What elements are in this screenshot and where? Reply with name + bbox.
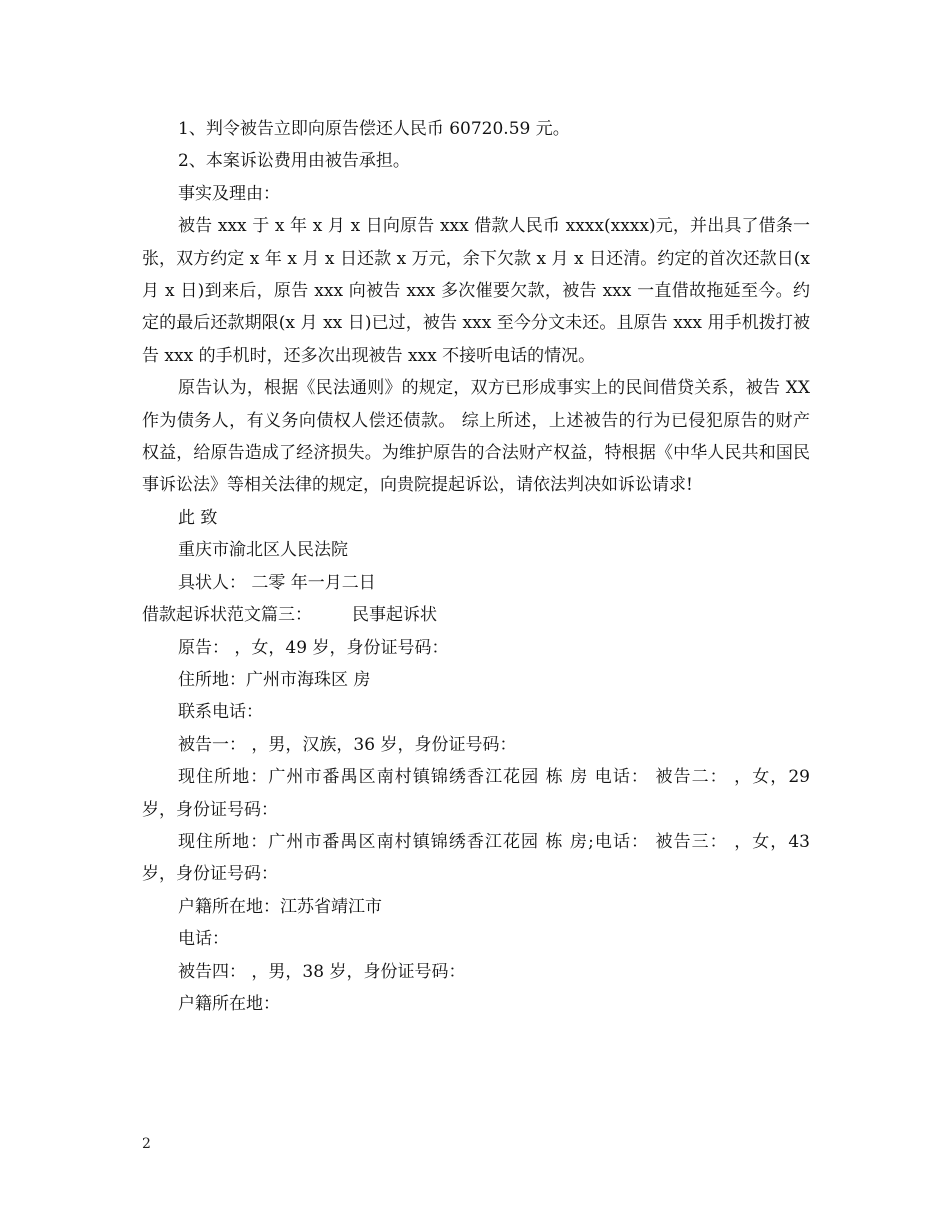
plaintiff-phone: 联系电话： xyxy=(178,702,263,723)
claim-item-2: 2、本案诉讼费用由被告承担。 xyxy=(178,151,410,172)
section-subtitle: 民事起诉状 xyxy=(352,605,437,626)
plaintiff-address: 住所地：广州市海珠区 房 xyxy=(178,669,371,690)
court-name: 重庆市渝北区人民法院 xyxy=(178,540,348,561)
facts-heading: 事实及理由： xyxy=(178,183,280,204)
section-title: 借款起诉状范文篇三： xyxy=(142,605,312,626)
defendant-1-info: 被告一： ，男，汉族，36 岁，身份证号码： xyxy=(178,734,517,755)
signature-line: 具状人： 二零 年一月二日 xyxy=(178,572,376,593)
section-heading xyxy=(142,599,810,631)
plaintiff-info: 原告： ，女，49 岁，身份证号码： xyxy=(178,637,449,658)
salutation: 此 致 xyxy=(178,507,218,528)
defendant-2-address: 现住所地：广州市番禺区南村镇锦绣香江花园 栋 房;电话： 被告三： ，女，43 岁，身份证号码： xyxy=(142,831,810,885)
claim-item-1: 1、判令被告立即向原告偿还人民币 60720.59 元。 xyxy=(178,119,570,139)
defendant-4-domicile: 户籍所在地： xyxy=(178,993,280,1014)
defendant-3-domicile: 户籍所在地：江苏省靖江市 xyxy=(178,896,382,917)
document-body xyxy=(142,113,810,1020)
defendant-4-info: 被告四： ，男，38 岁，身份证号码： xyxy=(178,961,466,982)
page-number: 2 xyxy=(142,1136,151,1152)
plaintiff-opinion-paragraph: 原告认为，根据《民法通则》的规定，双方已形成事实上的民间借贷关系，被告 XX 作为债务人，有义务向债权人偿还债款。 综上所述，上述被告的行为已侵犯原告的财产权益，给原告造成了经济损失。为维护原告的合法财产权益，特根据《中华人民共和国民事诉讼法》等相关法律的规定，向贵院提起诉讼，请依法判决如诉讼请求! xyxy=(142,378,810,496)
defendant-1-address: 现住所地：广州市番禺区南村镇锦绣香江花园 栋 房 电话： 被告二： ，女，29 岁，身份证号码： xyxy=(142,767,810,820)
defendant-3-phone: 电话： xyxy=(178,929,229,950)
facts-paragraph: 被告 xxx 于 x 年 x 月 x 日向原告 xxx 借款人民币 xxxx(xxxx)元，并出具了借条一张，双方约定 x 年 x 月 x 日还款 x 万元，余下欠款 x 月 x 日还清。约定的首次还款日(x 月 x 日)到来后，原告 xxx 向被告 xxx 多次催要欠款，被告 xxx 一直借故拖延至今。约定的最后还款期限(x 月 xx 日)已过，被告 xxx 至今分文未还。且原告 xxx 用手机拨打被告 xxx 的手机时，还多次出现被告 xxx 不接听电话的情况。 xyxy=(142,216,810,366)
